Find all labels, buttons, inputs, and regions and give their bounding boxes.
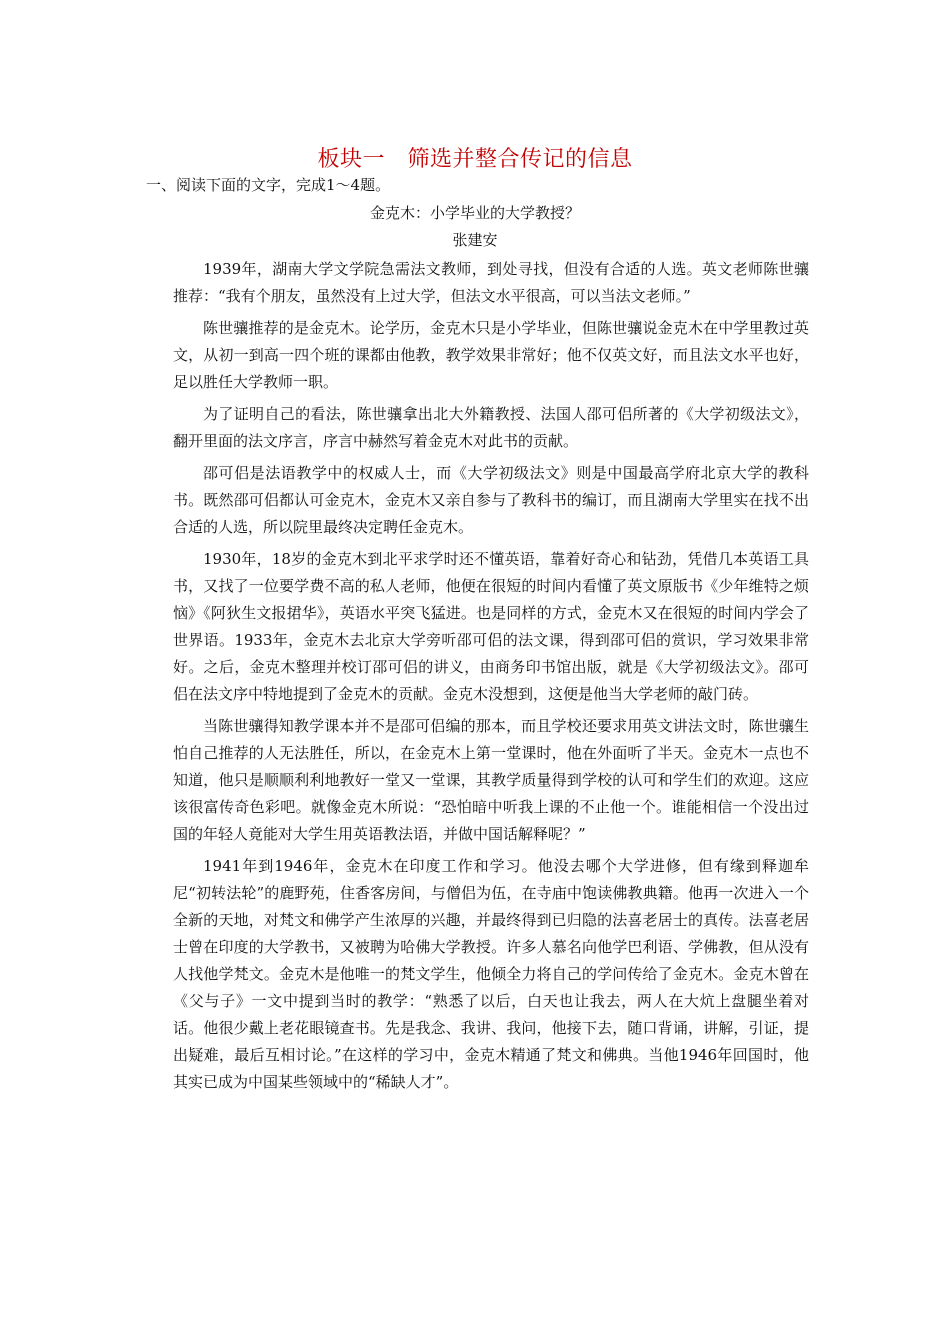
paragraph: 为了证明自己的看法，陈世骧拿出北大外籍教授、法国人邵可侣所著的《大学初级法文》，翻开里面的法文序言，序言中赫然写着金克木对此书的贡献。 <box>173 405 809 450</box>
question-instruction: 一、阅读下面的文字，完成1～4题。 <box>146 176 391 194</box>
article-author: 张建安 <box>452 231 498 249</box>
section-title: 板块一 筛选并整合传记的信息 <box>317 147 633 172</box>
paragraph: 当陈世骧得知教学课本并不是邵可侣编的那本，而且学校还要求用英文讲法文时，陈世骧生怕自己推荐的人无法胜任，所以，在金克木上第一堂课时，他在外面听了半天。金克木一点也不知道，他只是顺顺利利地教好一堂又一堂课，其教学质量得到学校的认可和学生们的欢迎。这应该很富传奇色彩吧。就像金克木所说：“恐怕暗中听我上课的不止他一个。谁能相信一个没出过国的年轻人竟能对大学生用英语教法语，并做中国话解释呢？” <box>173 717 809 843</box>
article-body <box>173 256 809 1101</box>
paragraph: 1939年，湖南大学文学院急需法文教师，到处寻找，但没有合适的人选。英文老师陈世骧推荐：“我有个朋友，虽然没有上过大学，但法文水平很高，可以当法文老师。” <box>173 260 809 305</box>
paragraph: 1941年到1946年，金克木在印度工作和学习。他没去哪个大学进修，但有缘到释迦牟尼“初转法轮”的鹿野苑，住香客房间，与僧侣为伍，在寺庙中饱读佛教典籍。他再一次进入一个全新的天地，对梵文和佛学产生浓厚的兴趣，并最终得到已归隐的法喜老居士的真传。法喜老居士曾在印度的大学教书，又被聘为哈佛大学教授。许多人慕名向他学巴利语、学佛教，但从没有人找他学梵文。金克木是他唯一的梵文学生，他倾全力将自己的学问传给了金克木。金克木曾在《父与子》一文中提到当时的教学：“熟悉了以后，白天也让我去，两人在大炕上盘腿坐着对话。他很少戴上老花眼镜查书。先是我念、我讲、我问，他接下去，随口背诵，讲解，引证，提出疑难，最后互相讨论。”在这样的学习中，金克木精通了梵文和佛典。当他1946年回国时，他其实已成为中国某些领域中的“稀缺人才”。 <box>173 857 809 1091</box>
paragraph: 陈世骧推荐的是金克木。论学历，金克木只是小学毕业，但陈世骧说金克木在中学里教过英文，从初一到高一四个班的课都由他教，教学效果非常好；他不仅英文好，而且法文水平也好，足以胜任大学教师一职。 <box>173 319 809 391</box>
article-title: 金克木：小学毕业的大学教授？ <box>369 204 580 222</box>
paragraph: 邵可侣是法语教学中的权威人士，而《大学初级法文》则是中国最高学府北京大学的教科书。既然邵可侣都认可金克木，金克木又亲自参与了教科书的编订，而且湖南大学里实在找不出合适的人选，所以院里最终决定聘任金克木。 <box>173 464 809 536</box>
paragraph: 1930年，18岁的金克木到北平求学时还不懂英语，靠着好奇心和钻劲，凭借几本英语工具书，又找了一位要学费不高的私人老师，他便在很短的时间内看懂了英文原版书《少年维特之烦恼》《阿狄生文报捃华》，英语水平突飞猛进。也是同样的方式，金克木又在很短的时间内学会了世界语。1933年，金克木去北京大学旁听邵可侣的法文课，得到邵可侣的赏识，学习效果非常好。之后，金克木整理并校订邵可侣的讲义，由商务印书馆出版，就是《大学初级法文》。邵可侣在法文序中特地提到了金克木的贡献。金克木没想到，这便是他当大学老师的敲门砖。 <box>173 550 809 703</box>
